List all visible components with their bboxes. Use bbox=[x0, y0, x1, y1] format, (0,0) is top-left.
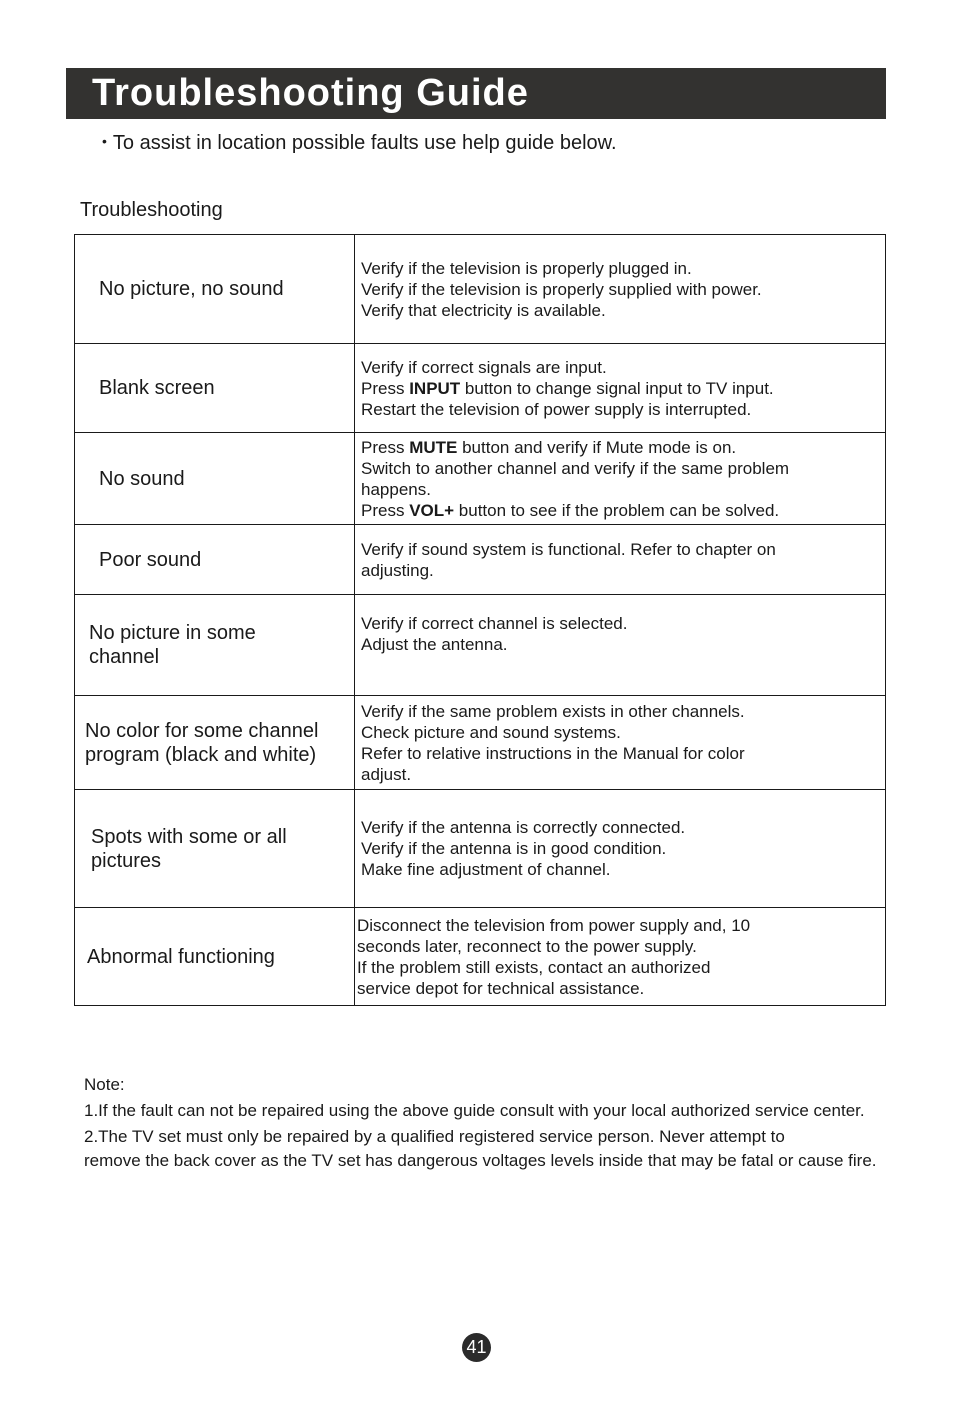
intro-line bbox=[102, 130, 617, 157]
vol-plus-button-label: VOL+ bbox=[409, 500, 455, 520]
table-row bbox=[75, 344, 886, 433]
solution-line: Restart the television of power supply is interrupted. bbox=[361, 399, 752, 419]
solution-cell bbox=[355, 344, 886, 433]
solution-line: Check picture and sound systems. bbox=[361, 722, 621, 742]
solution-line: adjust. bbox=[361, 764, 412, 784]
table-row bbox=[75, 908, 886, 1006]
note-item-2-continued: remove the back cover as the TV set has dangerous voltages levels inside that may be fatal or cause fire. bbox=[84, 1151, 877, 1170]
problem-cell: Spots with some or all pictures bbox=[75, 790, 355, 908]
solution-line: Verify if the television is properly supplied with power. bbox=[361, 279, 762, 299]
problem-cell: Blank screen bbox=[75, 344, 355, 433]
solution-line: adjusting. bbox=[361, 560, 434, 580]
page-number-badge: 41 bbox=[462, 1333, 491, 1362]
table-row bbox=[75, 790, 886, 908]
solution-line: Press INPUT button to change signal input to TV input. bbox=[361, 378, 774, 398]
problem-cell: Abnormal functioning bbox=[75, 908, 355, 1006]
solution-line: Switch to another channel and verify if the same problem bbox=[361, 458, 790, 478]
solution-line: Adjust the antenna. bbox=[361, 635, 508, 654]
solution-line: Verify if correct signals are input. bbox=[361, 357, 607, 377]
solution-cell bbox=[355, 595, 886, 696]
note-item-2: 2.The TV set must only be repaired by a qualified registered service person. Never attempt to bbox=[84, 1127, 785, 1146]
solution-cell bbox=[355, 525, 886, 595]
section-label: Troubleshooting bbox=[80, 199, 223, 221]
problem-cell: No picture, no sound bbox=[75, 235, 355, 344]
solution-cell bbox=[355, 235, 886, 344]
note-heading: Note: bbox=[84, 1075, 125, 1094]
solution-line: Press MUTE button and verify if Mute mode is on. bbox=[361, 437, 737, 457]
table-row bbox=[75, 235, 886, 344]
solution-cell bbox=[355, 433, 886, 525]
page-title: Troubleshooting Guide bbox=[92, 72, 529, 114]
mute-button-label: MUTE bbox=[409, 437, 458, 457]
solution-cell bbox=[355, 908, 886, 1006]
solution-cell bbox=[355, 696, 886, 790]
solution-line: Verify if the same problem exists in other channels. bbox=[361, 701, 745, 721]
problem-cell: No picture in some channel bbox=[75, 595, 355, 696]
solution-cell bbox=[355, 790, 886, 908]
solution-line: Verify if the television is properly plugged in. bbox=[361, 258, 692, 278]
title-bar bbox=[66, 68, 886, 119]
problem-cell: No color for some channel program (black and white) bbox=[75, 696, 355, 790]
solution-line: Disconnect the television from power supply and, 10 bbox=[357, 915, 751, 935]
table-row bbox=[75, 595, 886, 696]
solution-line: Press VOL+ button to see if the problem can be solved. bbox=[361, 500, 780, 520]
solution-line: If the problem still exists, contact an authorized bbox=[357, 957, 711, 977]
solution-line: Verify that electricity is available. bbox=[361, 300, 606, 320]
table-row bbox=[75, 525, 886, 595]
solution-line: Refer to relative instructions in the Manual for color bbox=[361, 743, 745, 763]
table-row bbox=[75, 696, 886, 790]
note-section bbox=[84, 1072, 884, 1171]
intro-text: To assist in location possible faults use help guide below. bbox=[112, 132, 617, 154]
table-row bbox=[75, 433, 886, 525]
input-button-label: INPUT bbox=[409, 378, 461, 398]
solution-line: Verify if correct channel is selected. bbox=[361, 614, 628, 633]
solution-line: Verify if the antenna is in good condition. bbox=[361, 839, 667, 858]
solution-line: seconds later, reconnect to the power supply. bbox=[357, 936, 697, 956]
problem-cell: No sound bbox=[75, 433, 355, 525]
problem-cell: Poor sound bbox=[75, 525, 355, 595]
solution-line: Verify if sound system is functional. Refer to chapter on bbox=[361, 539, 776, 559]
bullet-icon: • bbox=[102, 133, 107, 149]
note-item-1: 1.If the fault can not be repaired using the above guide consult with your local authorized service center. bbox=[84, 1101, 865, 1120]
solution-line: service depot for technical assistance. bbox=[357, 978, 645, 998]
solution-line: Make fine adjustment of channel. bbox=[361, 860, 611, 879]
troubleshooting-table bbox=[74, 234, 886, 1006]
solution-line: happens. bbox=[361, 479, 431, 499]
solution-line: Verify if the antenna is correctly connected. bbox=[361, 818, 686, 837]
